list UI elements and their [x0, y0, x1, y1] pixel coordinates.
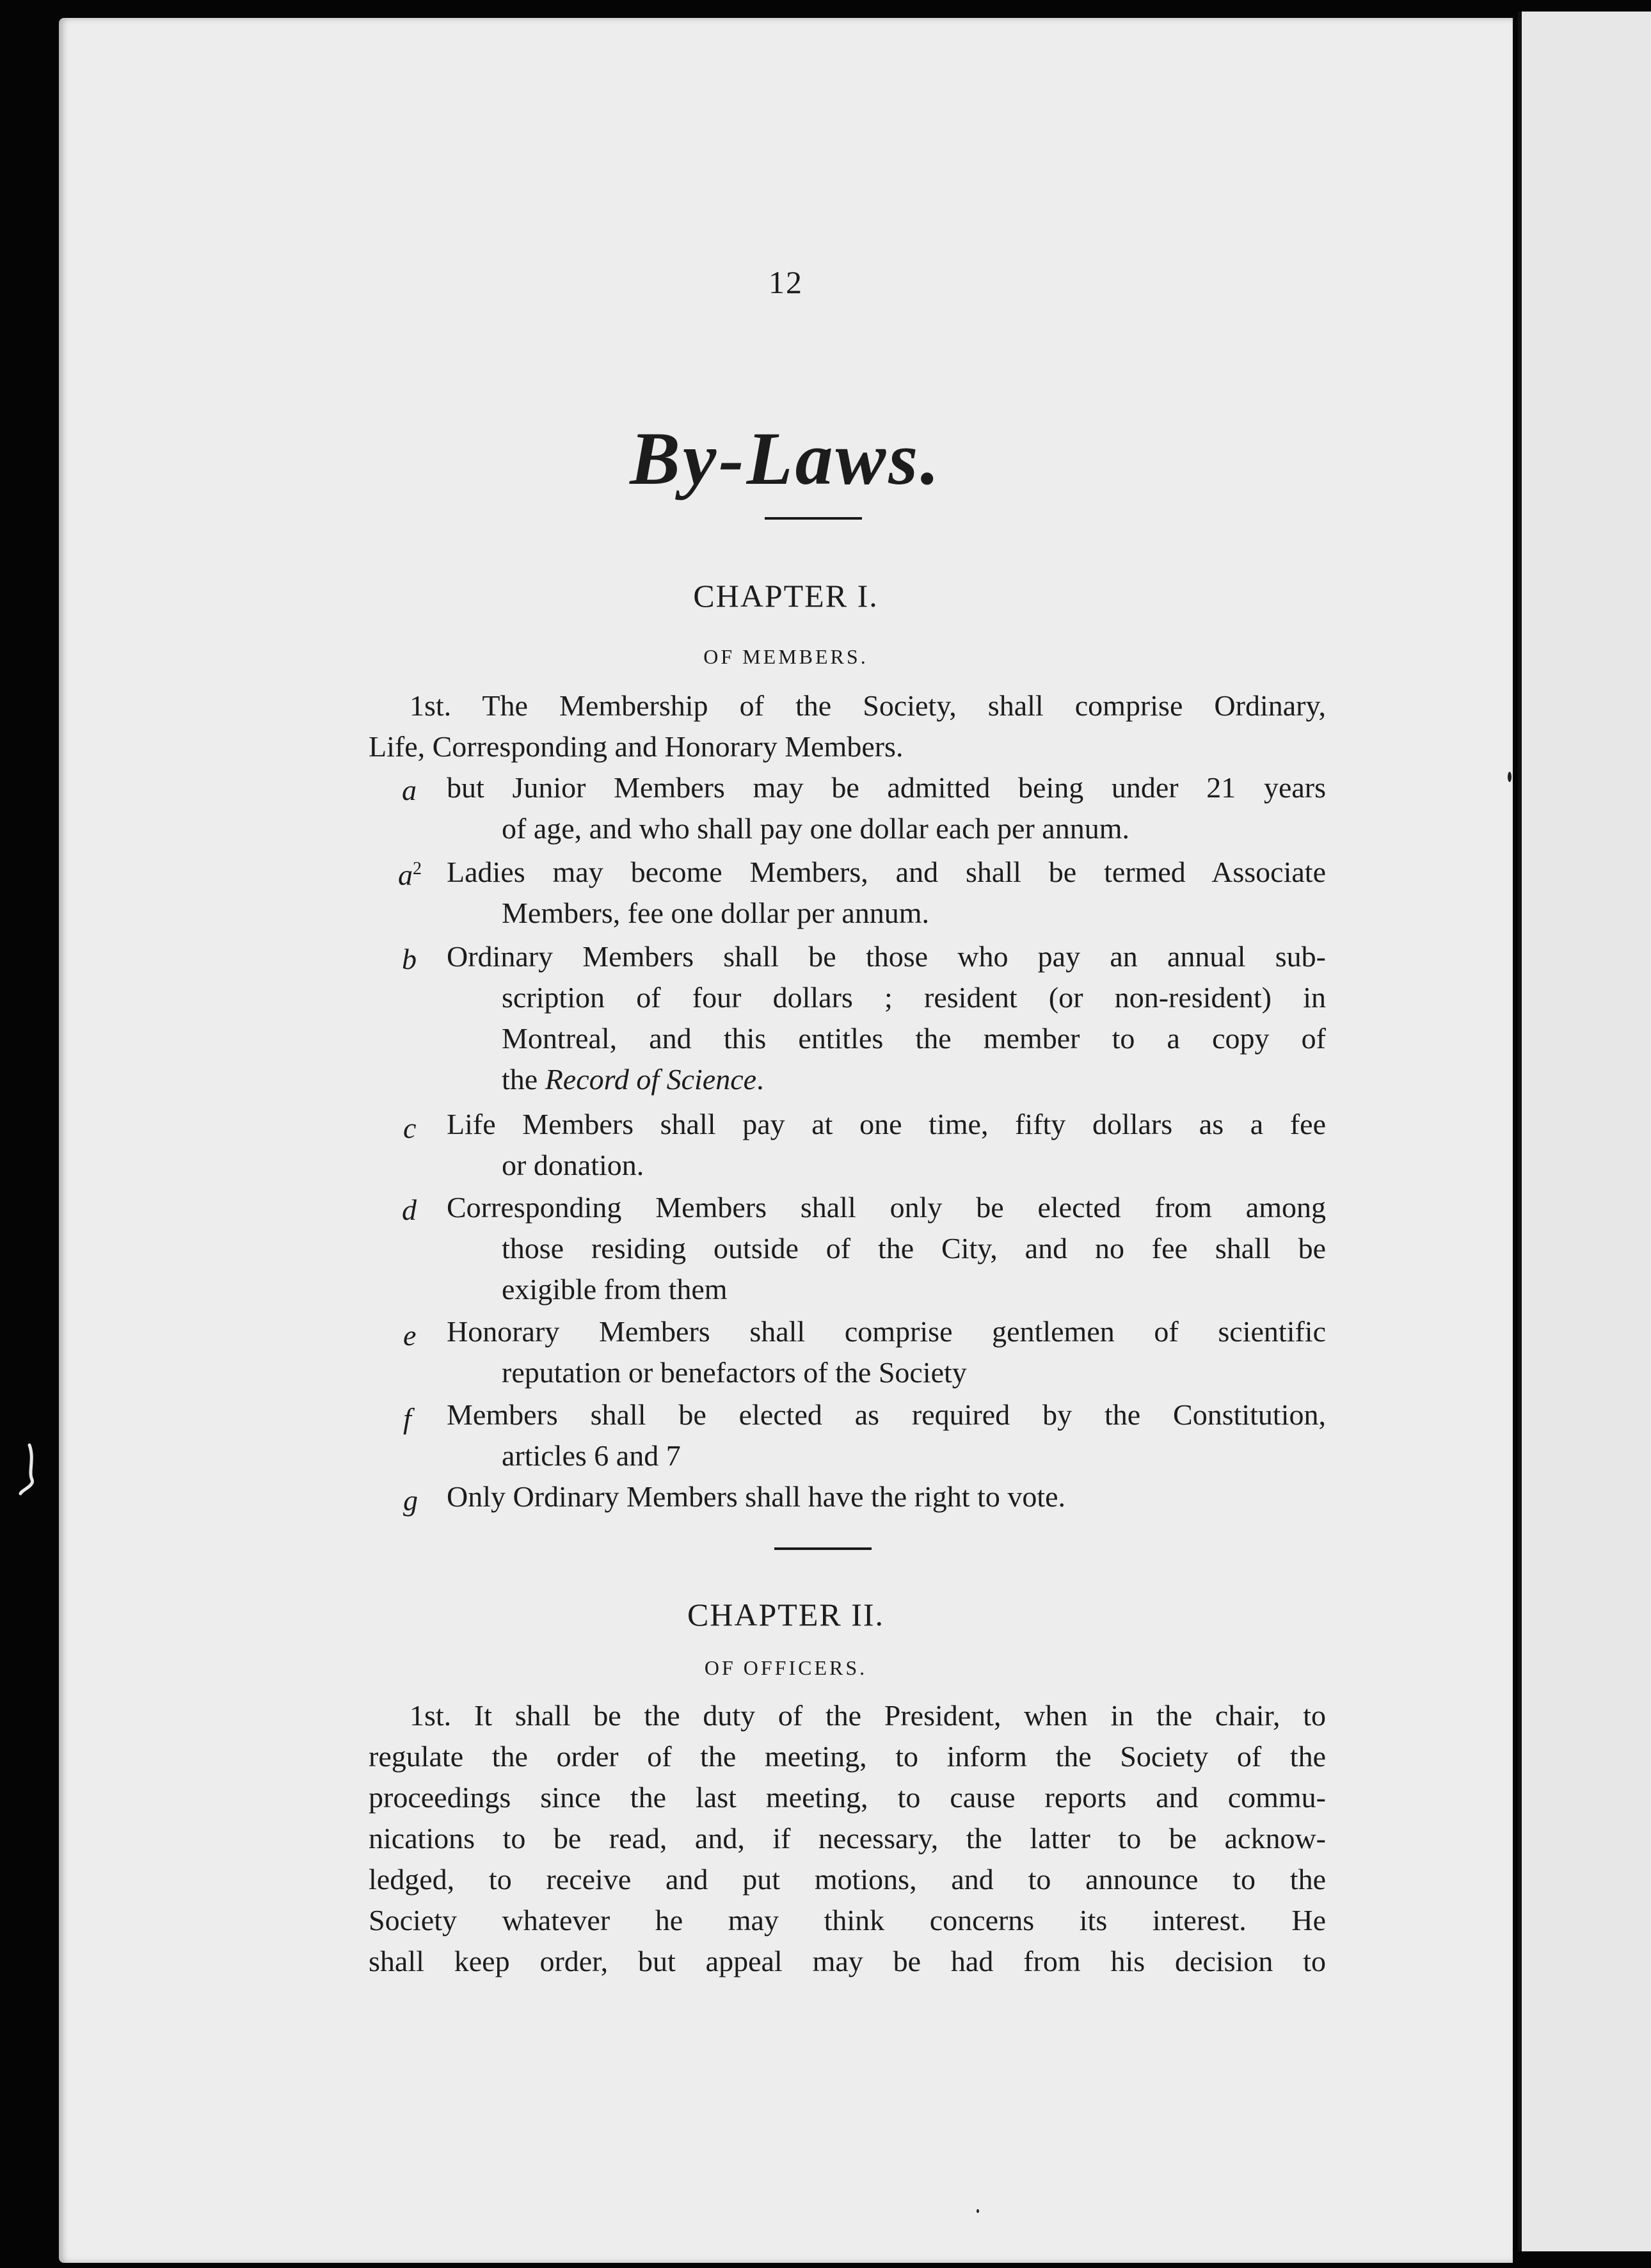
clause-line: articles 6 and 7: [502, 1439, 681, 1472]
clause-marker: a: [402, 774, 417, 806]
clause-line: Only Ordinary Members shall have the right to vote.: [447, 1480, 1066, 1513]
clause-line: Members shall be elected as required by the Constitution,: [447, 1398, 1326, 1431]
chapter-2-para-line: regulate the order of the meeting, to inform the Society of the: [369, 1740, 1326, 1773]
clause-line: Members, fee one dollar per annum.: [502, 897, 930, 929]
clause-marker: c: [403, 1112, 417, 1144]
clause-line: Life Members shall pay at one time, fifty dollars as a fee: [447, 1108, 1326, 1140]
clause-marker: f: [403, 1402, 411, 1435]
chapter-1-subheading: OF MEMBERS.: [703, 645, 868, 668]
clause-line: exigible from them: [502, 1273, 728, 1306]
clause-marker: b: [402, 943, 417, 975]
scan-speck: [977, 2209, 979, 2213]
clause-marker: e: [403, 1319, 417, 1352]
clause-marker: d: [402, 1194, 417, 1226]
clause-line: [502, 1065, 764, 1094]
clause-line: Ladies may become Members, and shall be termed Associate: [447, 856, 1326, 888]
chapter-rule: [774, 1547, 872, 1550]
page-title: By-Laws.: [630, 417, 942, 500]
clause-line: Ordinary Members shall be those who pay an annual sub-: [447, 940, 1326, 973]
clause-line: Honorary Members shall comprise gentlemen of scientific: [447, 1315, 1326, 1348]
chapter-1-para-line: 1st. The Membership of the Society, shall comprise Ordinary,: [410, 689, 1326, 722]
clause-line-prefix: the: [502, 1063, 545, 1096]
clause-line: or donation.: [502, 1149, 644, 1181]
clause-line: Montreal, and this entitles the member to a copy of: [502, 1022, 1326, 1055]
clause-line: but Junior Members may be admitted being under 21 years: [447, 771, 1326, 804]
clause-line: reputation or benefactors of the Society: [502, 1356, 967, 1389]
chapter-2-subheading: OF OFFICERS.: [704, 1656, 868, 1679]
clause-line: Corresponding Members shall only be elected from among: [447, 1191, 1326, 1224]
clause-line: scription of four dollars ; resident (or non-resident) in: [502, 981, 1326, 1014]
clause-marker: g: [403, 1484, 418, 1517]
chapter-2-para-line: nications to be read, and, if necessary, the latter to be acknow-: [369, 1822, 1326, 1855]
title-rule: [765, 517, 862, 520]
clause-line-suffix: .: [756, 1063, 764, 1096]
margin-scribble: [9, 1440, 47, 1504]
clause-marker: [398, 860, 422, 890]
book-page: [59, 18, 1513, 2263]
clause-marker-letter: a: [398, 858, 413, 891]
chapter-2-para-line: 1st. It shall be the duty of the President, when in the chair, to: [410, 1699, 1326, 1732]
record-of-science-title: Record of Science: [545, 1063, 757, 1096]
clause-line: of age, and who shall pay one dollar each per annum.: [502, 812, 1129, 845]
chapter-2-para-line: Society whatever he may think concerns its interest. He: [369, 1904, 1326, 1937]
chapter-1-para-line: Life, Corresponding and Honorary Members.: [369, 730, 904, 763]
page-number: 12: [769, 264, 803, 300]
chapter-2-para-line: proceedings since the last meeting, to cause reports and commu-: [369, 1781, 1326, 1814]
clause-marker-superscript: 2: [413, 859, 422, 879]
clause-line: those residing outside of the City, and no fee shall be: [502, 1232, 1326, 1265]
chapter-2-heading: CHAPTER II.: [687, 1597, 885, 1633]
chapter-2-para-line: shall keep order, but appeal may be had from his decision to: [369, 1945, 1326, 1977]
scan-speck: [1508, 772, 1511, 782]
chapter-2-para-line: ledged, to receive and put motions, and to announce to the: [369, 1863, 1326, 1896]
facing-page-edge: [1518, 12, 1651, 2251]
chapter-1-heading: CHAPTER I.: [693, 578, 879, 614]
